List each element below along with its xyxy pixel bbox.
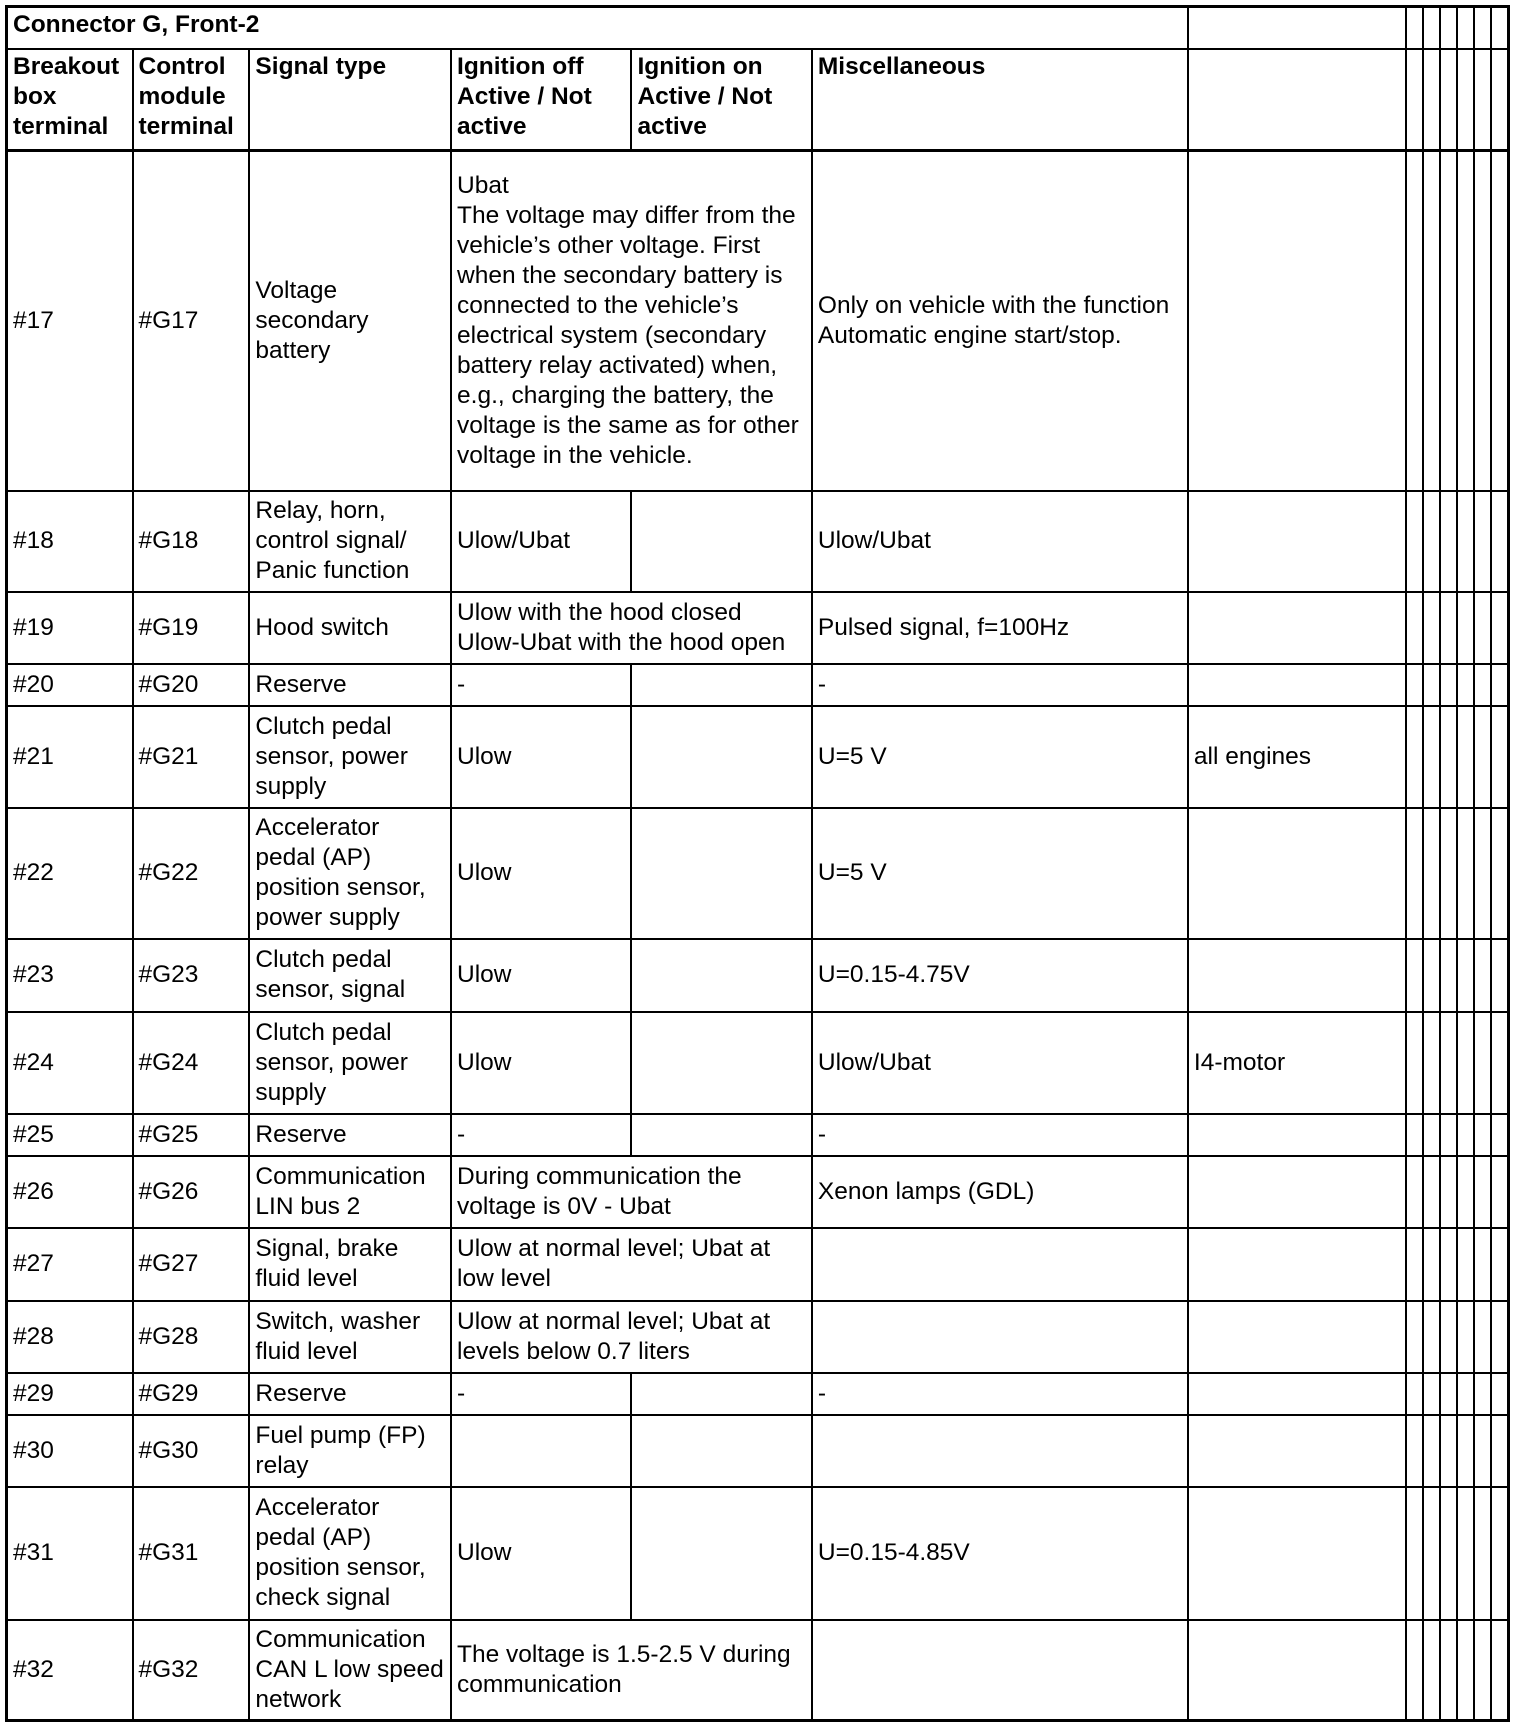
control-cell: #G31	[133, 1487, 250, 1620]
header-signal: Signal type	[249, 49, 451, 151]
signal-cell: Clutch pedal sensor, power supply	[249, 1012, 451, 1114]
signal-cell: Communication CAN L low speed network	[249, 1620, 451, 1721]
table-row	[7, 1156, 1509, 1228]
ign-on-cell	[631, 1373, 811, 1415]
note-cell	[1188, 1415, 1406, 1487]
ign-on-cell	[631, 1012, 811, 1114]
note-cell: all engines	[1188, 706, 1406, 808]
header-breakout: Breakout box terminal	[7, 49, 133, 151]
ign-on-cell	[631, 939, 811, 1012]
ign-on-cell	[631, 664, 811, 706]
breakout-cell: #27	[7, 1228, 133, 1301]
note-cell	[1188, 1114, 1406, 1156]
signal-cell: Voltage secondary battery	[249, 151, 451, 491]
misc-cell: U=0.15-4.75V	[812, 939, 1188, 1012]
control-cell: #G21	[133, 706, 250, 808]
control-cell: #G19	[133, 592, 250, 664]
note-cell	[1188, 939, 1406, 1012]
ign-off-cell	[451, 1415, 631, 1487]
misc-cell	[812, 1415, 1188, 1487]
table-row	[7, 664, 1509, 706]
control-cell: #G30	[133, 1415, 250, 1487]
note-cell	[1188, 1228, 1406, 1301]
ign-on-cell	[631, 1114, 811, 1156]
note-cell	[1188, 592, 1406, 664]
control-cell: #G24	[133, 1012, 250, 1114]
ignition-cell: The voltage is 1.5-2.5 V during communication	[451, 1620, 812, 1721]
breakout-cell: #31	[7, 1487, 133, 1620]
breakout-cell: #18	[7, 491, 133, 592]
ignition-cell: Ulow at normal level; Ubat at levels below 0.7 liters	[451, 1301, 812, 1373]
ign-off-cell: -	[451, 1373, 631, 1415]
breakout-cell: #29	[7, 1373, 133, 1415]
ign-on-cell	[631, 706, 811, 808]
control-cell: #G20	[133, 664, 250, 706]
ignition-cell: Ulow at normal level; Ubat at low level	[451, 1228, 812, 1301]
breakout-cell: #28	[7, 1301, 133, 1373]
table-row	[7, 706, 1509, 808]
header-ign-on: Ignition on Active / Not active	[631, 49, 811, 151]
ign-on-cell	[631, 1415, 811, 1487]
breakout-cell: #22	[7, 808, 133, 939]
ignition-cell: Ulow with the hood closed Ulow-Ubat with the hood open	[451, 592, 812, 664]
note-cell	[1188, 664, 1406, 706]
misc-cell: -	[812, 1373, 1188, 1415]
signal-cell: Reserve	[249, 664, 451, 706]
ign-off-cell: -	[451, 664, 631, 706]
control-cell: #G32	[133, 1620, 250, 1721]
signal-cell: Reserve	[249, 1373, 451, 1415]
note-cell	[1188, 1620, 1406, 1721]
misc-cell: Pulsed signal, f=100Hz	[812, 592, 1188, 664]
misc-cell: U=0.15-4.85V	[812, 1487, 1188, 1620]
ign-off-cell: Ulow	[451, 1012, 631, 1114]
table-row	[7, 1620, 1509, 1721]
table-row	[7, 1228, 1509, 1301]
signal-cell: Accelerator pedal (AP) position sensor, power supply	[249, 808, 451, 939]
table-row	[7, 151, 1509, 491]
note-cell	[1188, 1373, 1406, 1415]
signal-cell: Switch, washer fluid level	[249, 1301, 451, 1373]
header-control: Control module terminal	[133, 49, 250, 151]
table-row	[7, 1415, 1509, 1487]
table-row	[7, 1012, 1509, 1114]
header-row	[7, 49, 1509, 151]
breakout-cell: #21	[7, 706, 133, 808]
note-cell	[1188, 1301, 1406, 1373]
ign-off-cell: Ulow	[451, 939, 631, 1012]
signal-cell: Clutch pedal sensor, signal	[249, 939, 451, 1012]
signal-cell: Clutch pedal sensor, power supply	[249, 706, 451, 808]
misc-cell: Only on vehicle with the function Automatic engine start/stop.	[812, 151, 1188, 491]
misc-cell: Xenon lamps (GDL)	[812, 1156, 1188, 1228]
ign-on-cell	[631, 491, 811, 592]
ign-off-cell: Ulow	[451, 808, 631, 939]
ignition-cell: Ubat The voltage may differ from the vehicle’s other voltage. First when the secondary battery is connected to the vehicle’s electrical system (secondary battery relay activated) when, e.g., charging the battery, the voltage is the same as for other voltage in the vehicle.	[451, 151, 812, 491]
signal-cell: Fuel pump (FP) relay	[249, 1415, 451, 1487]
ign-off-cell: Ulow	[451, 1487, 631, 1620]
misc-cell	[812, 1301, 1188, 1373]
note-cell	[1188, 1487, 1406, 1620]
connector-table	[5, 5, 1510, 1722]
control-cell: #G28	[133, 1301, 250, 1373]
control-cell: #G22	[133, 808, 250, 939]
signal-cell: Communication LIN bus 2	[249, 1156, 451, 1228]
ign-on-cell	[631, 1487, 811, 1620]
table-row	[7, 939, 1509, 1012]
note-cell	[1188, 151, 1406, 491]
signal-cell: Reserve	[249, 1114, 451, 1156]
signal-cell: Accelerator pedal (AP) position sensor, check signal	[249, 1487, 451, 1620]
misc-cell	[812, 1620, 1188, 1721]
ign-on-cell	[631, 808, 811, 939]
breakout-cell: #20	[7, 664, 133, 706]
breakout-cell: #19	[7, 592, 133, 664]
table-row	[7, 592, 1509, 664]
misc-cell: -	[812, 1114, 1188, 1156]
breakout-cell: #23	[7, 939, 133, 1012]
control-cell: #G23	[133, 939, 250, 1012]
header-ign-off: Ignition off Active / Not active	[451, 49, 631, 151]
misc-cell: U=5 V	[812, 808, 1188, 939]
misc-cell	[812, 1228, 1188, 1301]
control-cell: #G27	[133, 1228, 250, 1301]
table-row	[7, 1301, 1509, 1373]
signal-cell: Relay, horn, control signal/ Panic function	[249, 491, 451, 592]
table-title: Connector G, Front-2	[7, 7, 1188, 49]
misc-cell: Ulow/Ubat	[812, 1012, 1188, 1114]
breakout-cell: #24	[7, 1012, 133, 1114]
control-cell: #G25	[133, 1114, 250, 1156]
breakout-cell: #17	[7, 151, 133, 491]
control-cell: #G26	[133, 1156, 250, 1228]
header-misc: Miscellaneous	[812, 49, 1188, 151]
ign-off-cell: -	[451, 1114, 631, 1156]
control-cell: #G18	[133, 491, 250, 592]
ign-off-cell: Ulow	[451, 706, 631, 808]
table-row	[7, 491, 1509, 592]
note-cell	[1188, 808, 1406, 939]
signal-cell: Hood switch	[249, 592, 451, 664]
note-cell	[1188, 1156, 1406, 1228]
breakout-cell: #26	[7, 1156, 133, 1228]
table-row	[7, 1373, 1509, 1415]
note-cell: I4-motor	[1188, 1012, 1406, 1114]
breakout-cell: #30	[7, 1415, 133, 1487]
title-row	[7, 7, 1509, 49]
note-cell	[1188, 491, 1406, 592]
breakout-cell: #25	[7, 1114, 133, 1156]
control-cell: #G17	[133, 151, 250, 491]
misc-cell: Ulow/Ubat	[812, 491, 1188, 592]
misc-cell: -	[812, 664, 1188, 706]
misc-cell: U=5 V	[812, 706, 1188, 808]
ign-off-cell: Ulow/Ubat	[451, 491, 631, 592]
ignition-cell: During communication the voltage is 0V - Ubat	[451, 1156, 812, 1228]
control-cell: #G29	[133, 1373, 250, 1415]
table-row	[7, 808, 1509, 939]
signal-cell: Signal, brake fluid level	[249, 1228, 451, 1301]
table-row	[7, 1487, 1509, 1620]
breakout-cell: #32	[7, 1620, 133, 1721]
table-row	[7, 1114, 1509, 1156]
